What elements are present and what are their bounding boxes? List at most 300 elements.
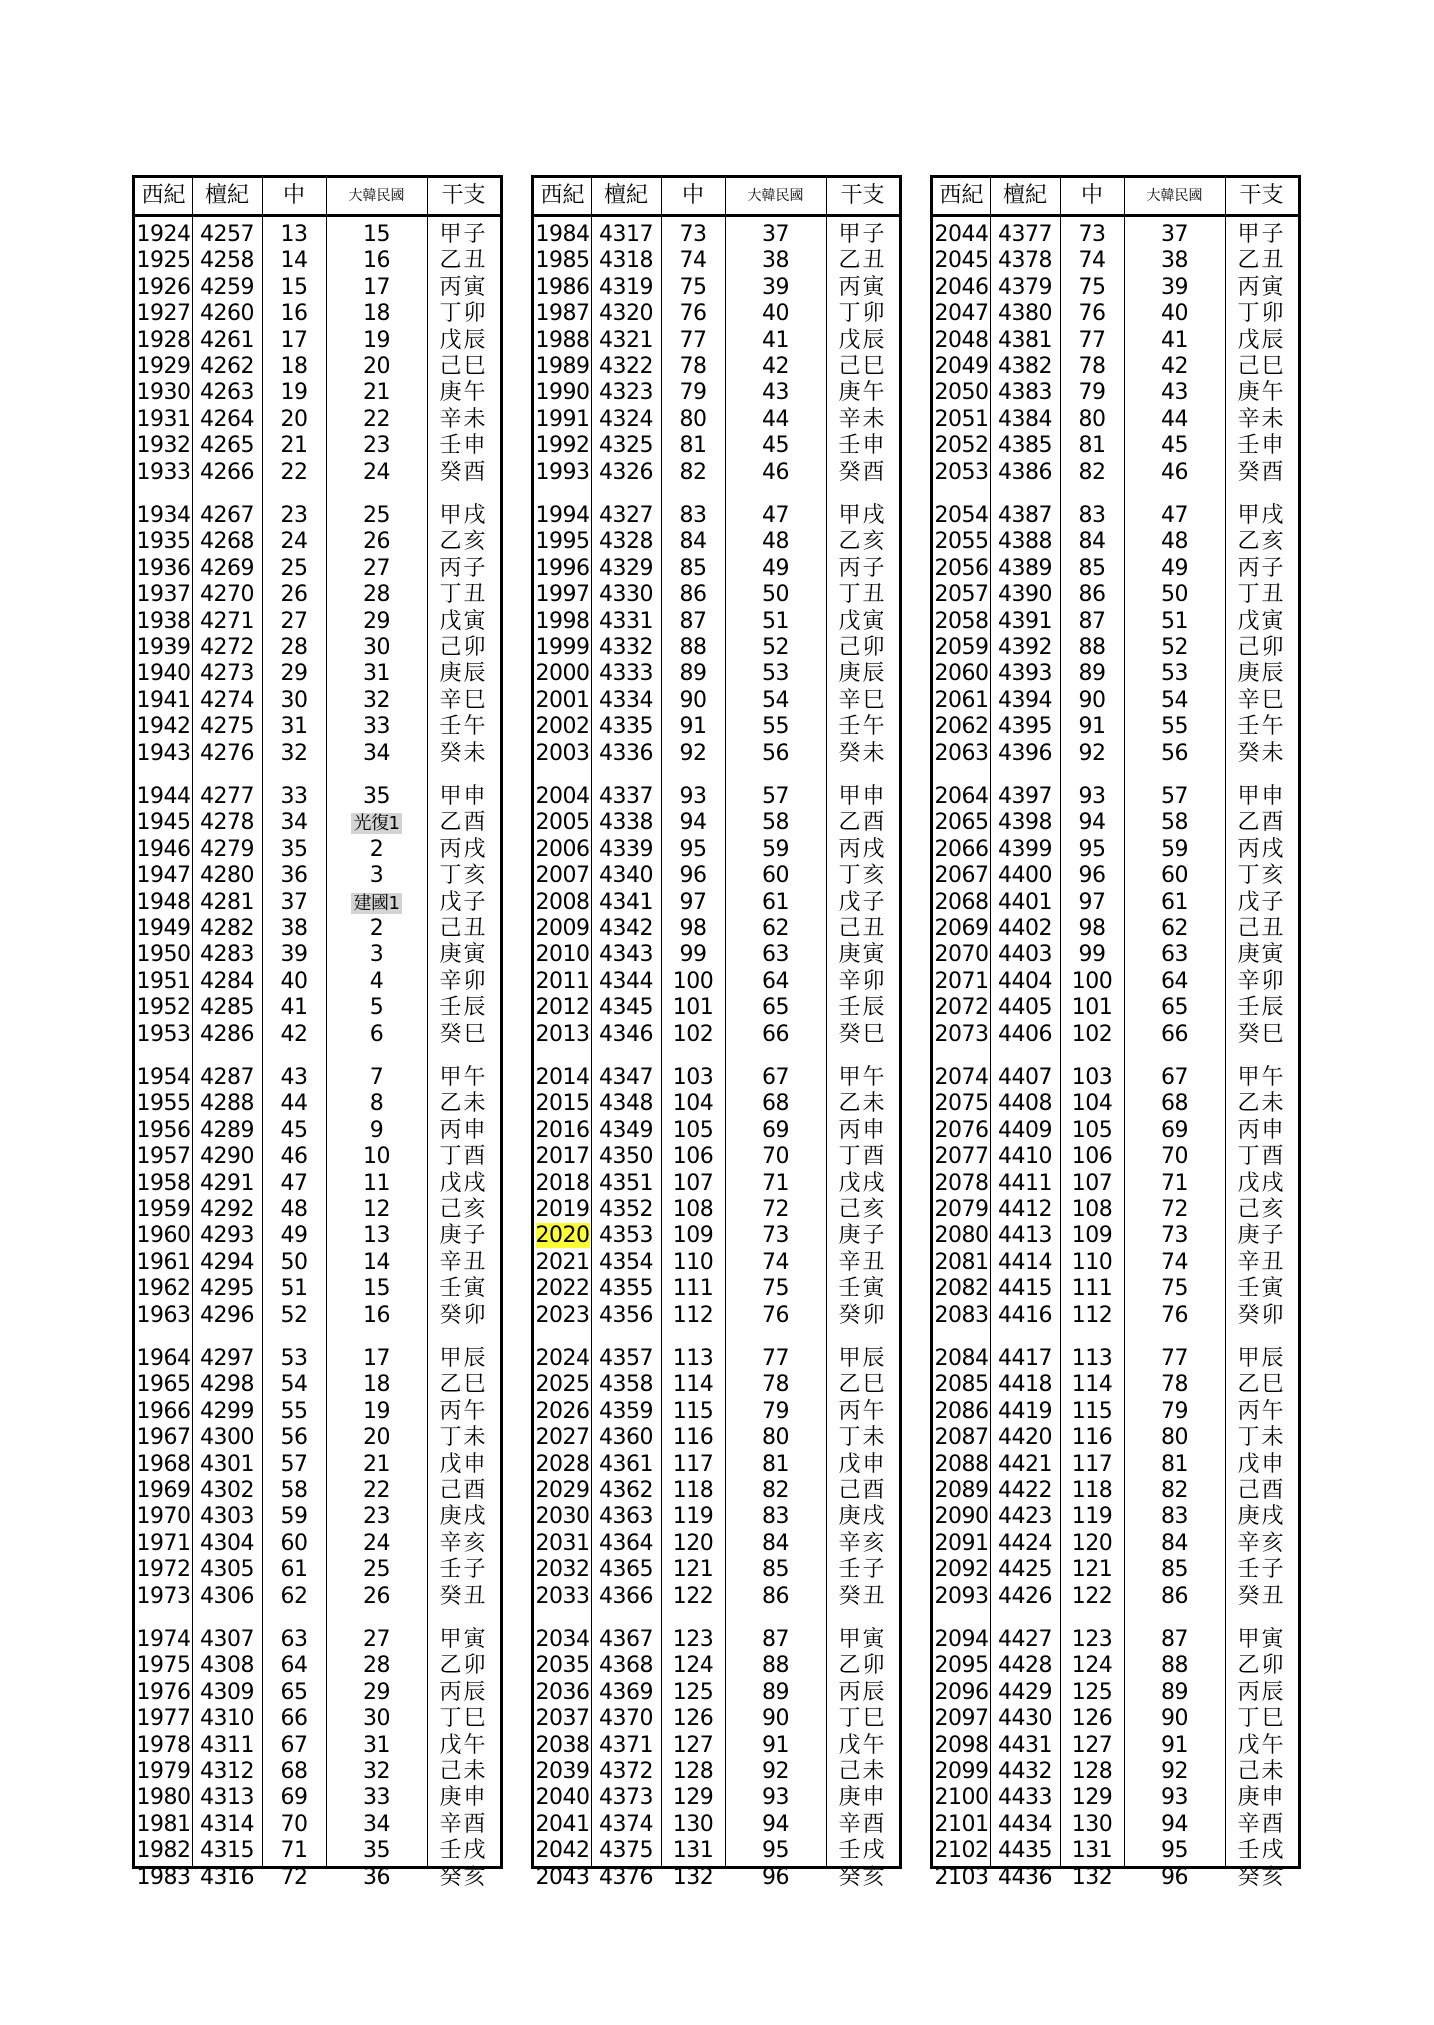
korean-year-value: 26: [363, 529, 390, 555]
dangun-year-value: 4318: [599, 248, 653, 274]
dangun-year-value: 4418: [998, 1372, 1052, 1398]
dangun-year-cell: [990, 1223, 1060, 1249]
chinese-year-cell: [262, 301, 326, 327]
western-year-value: 1974: [136, 1627, 191, 1652]
ganji-cell: [427, 301, 500, 327]
dangun-year-cell: [990, 1118, 1060, 1144]
ganji-value: 丁未: [439, 1425, 488, 1451]
ganji-value: 辛巳: [1237, 687, 1286, 713]
chinese-year-cell: [1060, 328, 1124, 354]
chinese-year-value: 72: [280, 1864, 308, 1890]
dangun-year-cell: [591, 1144, 661, 1170]
ganji-value: 辛丑: [838, 1249, 887, 1275]
dangun-year-value: 4323: [599, 380, 653, 406]
chinese-year-value: 64: [280, 1653, 308, 1679]
western-year-value: 2034: [535, 1627, 590, 1652]
korean-year-value: 61: [762, 889, 789, 915]
ganji-value: 戊午: [1237, 1732, 1286, 1758]
ganji-value: 戊辰: [1237, 327, 1286, 353]
table-row: [933, 1346, 1298, 1372]
korean-year-value: 56: [1161, 740, 1188, 766]
ganji-cell: [1225, 661, 1298, 687]
ganji-value: 癸丑: [439, 1583, 488, 1609]
korean-year-cell: [725, 1531, 826, 1557]
western-year-value: 1971: [136, 1530, 191, 1556]
korean-year-value: 63: [762, 942, 789, 968]
ganji-value: 丁亥: [1237, 863, 1286, 889]
korean-year-value: 48: [1161, 529, 1188, 555]
western-year-value: 1940: [136, 661, 191, 687]
korean-year-cell: [326, 248, 427, 274]
dangun-year-value: 4392: [998, 635, 1052, 660]
western-year-cell: [534, 380, 591, 406]
western-year-value: 2028: [535, 1451, 590, 1477]
chinese-year-cell: [262, 1504, 326, 1530]
ganji-cell: [1225, 1144, 1298, 1170]
western-year-cell: [135, 714, 192, 740]
ganji-cell: [427, 1504, 500, 1530]
dangun-year-value: 4376: [599, 1864, 653, 1890]
western-year-cell: [933, 1478, 990, 1504]
ganji-value: 癸卯: [838, 1302, 887, 1328]
ganji-cell: [1225, 1452, 1298, 1478]
dangun-year-cell: [591, 1452, 661, 1478]
ganji-value: 庚戌: [1237, 1504, 1286, 1530]
ganji-cell: [427, 1706, 500, 1732]
dangun-year-value: 4378: [998, 248, 1052, 274]
korean-year-value: 86: [1161, 1583, 1188, 1609]
chinese-year-value: 62: [280, 1583, 308, 1609]
table-row: [933, 1812, 1298, 1838]
chinese-year-cell: [262, 890, 326, 916]
table-row: [534, 942, 899, 968]
ganji-value: 庚寅: [1237, 942, 1286, 968]
ganji-cell: [1225, 863, 1298, 889]
ganji-cell: [826, 1733, 899, 1759]
korean-year-value: 50: [762, 582, 789, 608]
chinese-year-cell: [661, 1478, 725, 1504]
korean-year-value: 89: [1161, 1679, 1188, 1705]
korean-year-cell: [326, 1785, 427, 1811]
table-row: [135, 1627, 500, 1653]
dangun-year-cell: [591, 1197, 661, 1223]
korean-year-value: 44: [1161, 406, 1188, 432]
western-year-cell: [933, 1785, 990, 1811]
western-year-value: 2023: [535, 1302, 590, 1328]
table-row: [135, 1733, 500, 1759]
row-group: [534, 1065, 899, 1329]
chinese-year-cell: [661, 1223, 725, 1249]
dangun-year-value: 4278: [200, 810, 254, 836]
korean-year-value: 66: [1161, 1021, 1188, 1047]
ganji-value: 乙未: [838, 1091, 887, 1117]
western-year-value: 2008: [535, 889, 590, 915]
dangun-year-cell: [990, 969, 1060, 995]
korean-year-value: 89: [762, 1679, 789, 1705]
dangun-year-cell: [591, 1838, 661, 1864]
korean-year-cell: [326, 1838, 427, 1864]
chinese-year-value: 116: [1071, 1425, 1113, 1451]
dangun-year-value: 4360: [599, 1425, 653, 1451]
dangun-year-cell: [990, 503, 1060, 529]
chinese-year-value: 117: [672, 1451, 714, 1477]
chinese-year-value: 89: [1078, 661, 1106, 687]
western-year-cell: [135, 1022, 192, 1048]
year-table-2: [531, 175, 902, 1890]
korean-year-value: 48: [762, 529, 789, 555]
ganji-cell: [826, 328, 899, 354]
dangun-year-value: 4377: [998, 222, 1052, 247]
ganji-value: 辛丑: [439, 1249, 488, 1275]
chinese-year-cell: [661, 222, 725, 248]
western-year-cell: [933, 354, 990, 380]
chinese-year-cell: [1060, 1531, 1124, 1557]
korean-year-cell: [725, 460, 826, 486]
ganji-value: 庚戌: [439, 1504, 488, 1530]
chinese-year-value: 29: [280, 661, 308, 687]
table-row: [135, 1303, 500, 1329]
ganji-cell: [826, 222, 899, 248]
dangun-year-cell: [192, 460, 262, 486]
western-year-value: 1976: [136, 1679, 191, 1705]
korean-year-value: 81: [1161, 1451, 1188, 1477]
dangun-year-value: 4336: [599, 740, 653, 766]
chinese-year-value: 77: [1078, 327, 1106, 353]
chinese-year-value: 122: [672, 1583, 714, 1609]
ganji-value: 乙巳: [1237, 1372, 1286, 1398]
chinese-year-value: 107: [672, 1170, 714, 1196]
table-row: [135, 1144, 500, 1170]
table-row: [534, 995, 899, 1021]
western-year-value: 2007: [535, 863, 590, 889]
korean-year-value: 90: [1161, 1706, 1188, 1732]
western-year-value: 2097: [934, 1706, 989, 1732]
dangun-year-cell: [591, 529, 661, 555]
dangun-year-cell: [990, 942, 1060, 968]
korean-year-value: 76: [762, 1302, 789, 1328]
chinese-year-cell: [262, 969, 326, 995]
korean-year-cell: [725, 1653, 826, 1679]
ganji-value: 乙未: [1237, 1091, 1286, 1117]
ganji-value: 甲寅: [1237, 1627, 1286, 1652]
korean-year-value: 70: [762, 1144, 789, 1170]
western-year-cell: [933, 1197, 990, 1223]
dangun-year-value: 4350: [599, 1144, 653, 1170]
table-row: [135, 503, 500, 529]
ganji-cell: [427, 784, 500, 810]
korean-year-cell: [725, 1118, 826, 1144]
dangun-year-value: 4312: [200, 1759, 254, 1784]
table-row: [534, 1022, 899, 1048]
dangun-year-cell: [990, 582, 1060, 608]
chinese-year-value: 92: [679, 740, 707, 766]
ganji-cell: [427, 407, 500, 433]
ganji-value: 辛酉: [838, 1811, 887, 1837]
western-year-cell: [135, 1653, 192, 1679]
western-year-value: 2003: [535, 740, 590, 766]
row-group: [534, 222, 899, 486]
ganji-cell: [427, 635, 500, 661]
ganji-value: 戊戌: [1237, 1170, 1286, 1196]
korean-year-cell: [725, 995, 826, 1021]
western-year-cell: [135, 1504, 192, 1530]
western-year-value: 1956: [136, 1117, 191, 1143]
dangun-year-value: 4432: [998, 1759, 1052, 1784]
korean-year-value: 22: [363, 406, 390, 432]
chinese-year-cell: [661, 1091, 725, 1117]
western-year-value: 1981: [136, 1811, 191, 1837]
ganji-cell: [1225, 460, 1298, 486]
korean-year-value: 10: [363, 1144, 390, 1170]
western-year-cell: [534, 1759, 591, 1785]
chinese-year-value: 112: [672, 1302, 714, 1328]
table-row: [135, 969, 500, 995]
dangun-year-cell: [192, 1531, 262, 1557]
ganji-cell: [1225, 1118, 1298, 1144]
western-year-value: 1991: [535, 406, 590, 432]
western-year-value: 2103: [934, 1864, 989, 1890]
dangun-year-value: 4257: [200, 222, 254, 247]
dangun-year-value: 4393: [998, 661, 1052, 687]
ganji-value: 壬戌: [439, 1838, 488, 1864]
chinese-year-cell: [1060, 1346, 1124, 1372]
korean-year-cell: [326, 582, 427, 608]
chinese-year-cell: [262, 1118, 326, 1144]
ganji-value: 甲子: [439, 222, 488, 247]
dangun-year-cell: [192, 969, 262, 995]
ganji-value: 己亥: [439, 1197, 488, 1222]
western-year-value: 2062: [934, 714, 989, 740]
dangun-year-cell: [192, 1276, 262, 1302]
chinese-year-cell: [661, 890, 725, 916]
western-year-value: 1938: [136, 608, 191, 634]
korean-year-cell: [326, 1171, 427, 1197]
chinese-year-value: 97: [679, 889, 707, 915]
ganji-cell: [1225, 1250, 1298, 1276]
dangun-year-cell: [591, 556, 661, 582]
dangun-year-cell: [192, 1584, 262, 1610]
table-row: [534, 890, 899, 916]
korean-year-value: 74: [1161, 1249, 1188, 1275]
korean-year-cell: [725, 1452, 826, 1478]
korean-year-value: 34: [363, 740, 390, 766]
chinese-year-value: 83: [679, 503, 707, 528]
chinese-year-cell: [1060, 969, 1124, 995]
chinese-year-value: 89: [679, 661, 707, 687]
korean-year-value: 66: [762, 1021, 789, 1047]
dangun-year-value: 4421: [998, 1451, 1052, 1477]
korean-year-cell: [725, 354, 826, 380]
chinese-year-value: 38: [280, 916, 308, 941]
western-year-cell: [135, 1785, 192, 1811]
korean-year-value: 75: [762, 1276, 789, 1302]
korean-year-cell: [725, 1022, 826, 1048]
korean-year-cell: [326, 460, 427, 486]
western-year-cell: [135, 275, 192, 301]
dangun-year-value: 4348: [599, 1091, 653, 1117]
western-year-cell: [534, 635, 591, 661]
table-row: [933, 1452, 1298, 1478]
ganji-value: 丙子: [838, 555, 887, 581]
table-row: [135, 1865, 500, 1891]
chinese-year-value: 39: [280, 942, 308, 968]
header-korean-year: 大韓民國: [747, 188, 804, 204]
ganji-cell: [427, 1171, 500, 1197]
header-western-year: 西紀: [939, 183, 984, 208]
western-year-value: 2060: [934, 661, 989, 687]
korean-year-cell: [1124, 1197, 1225, 1223]
chinese-year-value: 14: [280, 248, 308, 274]
dangun-year-value: 4300: [200, 1425, 254, 1451]
ganji-cell: [1225, 609, 1298, 635]
korean-year-value: 40: [1161, 301, 1188, 327]
korean-year-cell: [1124, 837, 1225, 863]
korean-year-cell: [725, 1303, 826, 1329]
ganji-value: 甲寅: [838, 1627, 887, 1652]
western-year-cell: [135, 556, 192, 582]
western-year-cell: [534, 1303, 591, 1329]
dangun-year-value: 4407: [998, 1065, 1052, 1090]
ganji-value: 癸卯: [439, 1302, 488, 1328]
western-year-cell: [534, 942, 591, 968]
dangun-year-value: 4430: [998, 1706, 1052, 1732]
chinese-year-cell: [1060, 688, 1124, 714]
table-row: [933, 1531, 1298, 1557]
western-year-value: 2024: [535, 1346, 590, 1371]
korean-year-value: 82: [1161, 1478, 1188, 1503]
ganji-value: 戊子: [439, 889, 488, 915]
korean-year-cell: [1124, 1065, 1225, 1091]
dangun-year-value: 4327: [599, 503, 653, 528]
korean-year-value: 35: [363, 1838, 390, 1864]
chinese-year-value: 118: [672, 1478, 714, 1503]
dangun-year-value: 4424: [998, 1530, 1052, 1556]
chinese-year-cell: [1060, 1065, 1124, 1091]
chinese-year-cell: [661, 635, 725, 661]
chinese-year-value: 45: [280, 1117, 308, 1143]
ganji-cell: [826, 1627, 899, 1653]
western-year-cell: [933, 1022, 990, 1048]
chinese-year-cell: [262, 810, 326, 836]
ganji-cell: [826, 890, 899, 916]
chinese-year-value: 120: [672, 1530, 714, 1556]
chinese-year-cell: [1060, 609, 1124, 635]
ganji-cell: [826, 556, 899, 582]
western-year-cell: [933, 1653, 990, 1679]
ganji-cell: [826, 609, 899, 635]
western-year-cell: [933, 1171, 990, 1197]
dangun-year-value: 4332: [599, 635, 653, 660]
ganji-value: 辛卯: [1237, 968, 1286, 994]
ganji-value: 己未: [838, 1759, 887, 1784]
western-year-value: 1947: [136, 863, 191, 889]
dangun-year-cell: [192, 1557, 262, 1583]
dangun-year-cell: [990, 1346, 1060, 1372]
ganji-value: 壬戌: [838, 1838, 887, 1864]
ganji-value: 丁酉: [1237, 1144, 1286, 1170]
western-year-value: 1993: [535, 459, 590, 485]
dangun-year-value: 4429: [998, 1679, 1052, 1705]
dangun-year-value: 4333: [599, 661, 653, 687]
header-western-year: 西紀: [141, 183, 186, 208]
chinese-year-value: 98: [679, 916, 707, 941]
ganji-value: 丙寅: [838, 274, 887, 300]
korean-year-value: 21: [363, 1451, 390, 1477]
chinese-year-cell: [1060, 1653, 1124, 1679]
dangun-year-value: 4260: [200, 301, 254, 327]
chinese-year-value: 75: [1078, 274, 1106, 300]
ganji-cell: [1225, 969, 1298, 995]
korean-year-cell: [326, 741, 427, 767]
ganji-value: 壬午: [439, 714, 488, 740]
dangun-year-cell: [192, 407, 262, 433]
western-year-value: 1945: [136, 810, 191, 836]
dangun-year-value: 4301: [200, 1451, 254, 1477]
table-row: [534, 380, 899, 406]
korean-year-cell: [1124, 1372, 1225, 1398]
dangun-year-cell: [591, 942, 661, 968]
ganji-cell: [826, 1478, 899, 1504]
dangun-year-value: 4289: [200, 1117, 254, 1143]
korean-year-value: 57: [762, 784, 789, 809]
dangun-year-value: 4385: [998, 433, 1052, 459]
chinese-year-value: 71: [280, 1838, 308, 1864]
western-year-value: 2001: [535, 687, 590, 713]
chinese-year-cell: [262, 1653, 326, 1679]
chinese-year-cell: [1060, 1250, 1124, 1276]
chinese-year-cell: [262, 1785, 326, 1811]
western-year-cell: [933, 1680, 990, 1706]
chinese-year-value: 88: [679, 635, 707, 660]
dangun-year-cell: [192, 661, 262, 687]
korean-year-cell: [725, 688, 826, 714]
korean-year-cell: [1124, 1706, 1225, 1732]
dangun-year-value: 4351: [599, 1170, 653, 1196]
dangun-year-cell: [591, 635, 661, 661]
western-year-cell: [933, 407, 990, 433]
korean-year-value: 23: [363, 1504, 390, 1530]
dangun-year-value: 4409: [998, 1117, 1052, 1143]
korean-year-cell: [1124, 1276, 1225, 1302]
chinese-year-cell: [1060, 784, 1124, 810]
korean-year-value: 19: [363, 1398, 390, 1424]
chinese-year-value: 41: [280, 995, 308, 1021]
ganji-cell: [826, 635, 899, 661]
chinese-year-cell: [661, 1452, 725, 1478]
dangun-year-cell: [192, 1706, 262, 1732]
dangun-year-value: 4400: [998, 863, 1052, 889]
ganji-value: 乙酉: [838, 810, 887, 836]
ganji-cell: [427, 1584, 500, 1610]
chinese-year-value: 74: [1078, 248, 1106, 274]
ganji-value: 己未: [1237, 1759, 1286, 1784]
chinese-year-value: 47: [280, 1170, 308, 1196]
western-year-value: 2094: [934, 1627, 989, 1652]
ganji-cell: [1225, 810, 1298, 836]
table-row: [933, 714, 1298, 740]
western-year-value: 2039: [535, 1759, 590, 1784]
dangun-year-cell: [192, 1504, 262, 1530]
korean-year-cell: [725, 248, 826, 274]
western-year-cell: [135, 1759, 192, 1785]
western-year-value: 1932: [136, 433, 191, 459]
chinese-year-value: 102: [672, 1021, 714, 1047]
header-dangun-year: 檀紀: [603, 183, 648, 208]
ganji-cell: [826, 1706, 899, 1732]
ganji-value: 辛亥: [439, 1530, 488, 1556]
ganji-value: 丙午: [439, 1398, 488, 1424]
western-year-value: 1998: [535, 608, 590, 634]
